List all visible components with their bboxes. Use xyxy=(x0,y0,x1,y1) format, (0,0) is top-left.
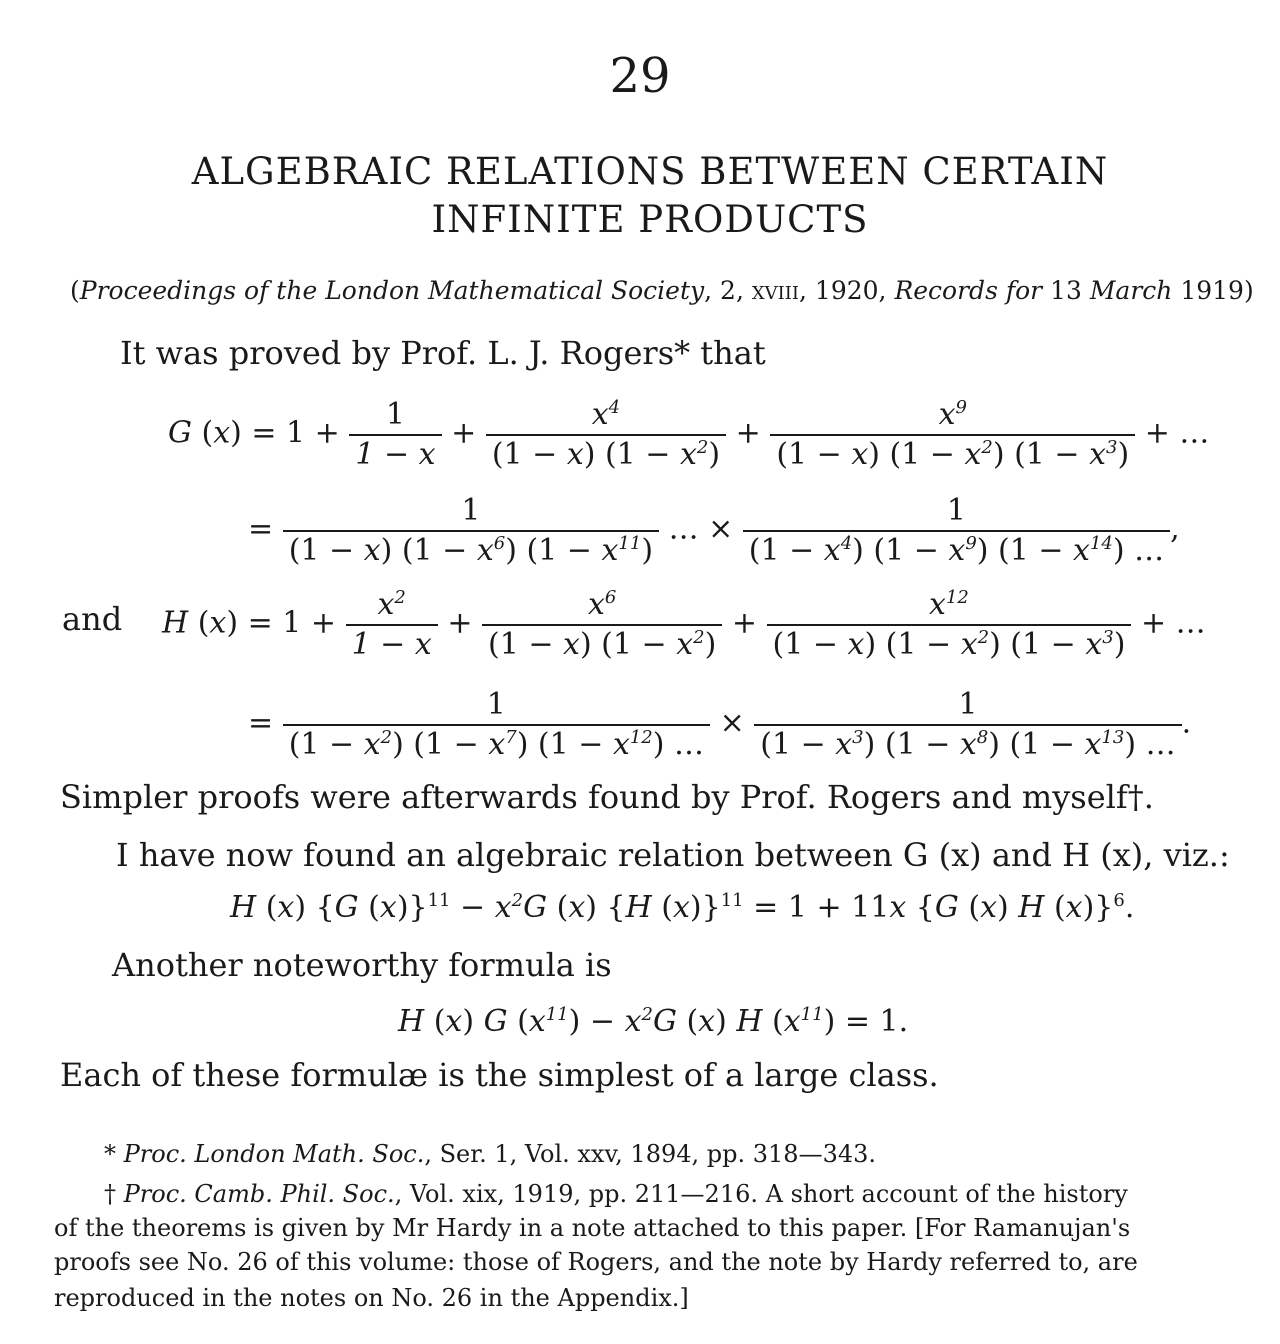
source-volume: xviii xyxy=(751,276,800,305)
source-citation xyxy=(70,276,1254,305)
source-open: ( xyxy=(70,276,80,305)
source-month: March xyxy=(1089,276,1173,305)
footnote-2-journal: Proc. Camb. Phil. Soc. xyxy=(123,1180,395,1208)
relation-intro-paragraph: I have now found an algebraic relation between G (x) and H (x), viz.: xyxy=(116,836,1230,874)
footnote-2-text: , Vol. xix, 1919, pp. 211—216. A short account of the history xyxy=(394,1180,1128,1208)
equation-algebraic-relation: H (x) {G $(x)\}^{11} - x^2G$ (x) {H (x)}$^{11}$ = 1 + 11x {G (x) H (x)}$^6$. xyxy=(230,890,1135,925)
footnote-2-line-2: of the theorems is given by Mr Hardy in a note attached to this paper. [For Ramanujan's xyxy=(54,1214,1131,1242)
equation-second-formula: H (x) G $(x^{11}) - x^2G$ (x) H $(x^{11}) = 1$. xyxy=(398,1004,909,1039)
footnote-1-journal: Proc. London Math. Soc. xyxy=(123,1140,425,1168)
closing-paragraph: Each of these formulæ is the simplest of a large class. xyxy=(60,1056,939,1094)
and-label: and xyxy=(62,600,123,638)
source-journal: Proceedings of the London Mathematical Society xyxy=(79,276,705,305)
source-records: Records for xyxy=(894,276,1043,305)
footnote-1 xyxy=(104,1140,876,1168)
footnote-2-line-4: reproduced in the notes on No. 26 in the Appendix.] xyxy=(54,1284,689,1312)
source-sep2: , 1920, xyxy=(799,276,895,305)
footnote-2-line-3: proofs see No. 26 of this volume: those of Rogers, and the note by Hardy referred to, are xyxy=(54,1248,1138,1276)
footnote-2-mark: † xyxy=(104,1180,124,1208)
equation-g-series: G (x) = 1 + $\frac{1}{1 - x}$ + $\frac{x^4}{(1 - x) (1 - x^2)}$ + $\frac{x^9}{(1 - x) (1 - x^2) (1 - x^3)}$ + … xyxy=(168,397,1210,472)
footnote-1-text: , Ser. 1, Vol. xxv, 1894, pp. 318—343. xyxy=(424,1140,876,1168)
title-line-2: INFINITE PRODUCTS xyxy=(431,198,869,241)
equation-h-product: = $\frac{1}{(1 - x^2) (1 - x^7) (1 - x^{12}) \dots}$ × $\frac{1}{(1 - x^3) (1 - x^8) (1 - x^{13}) \dots}$ . xyxy=(248,687,1192,762)
source-sep1: , 2, xyxy=(704,276,752,305)
title-line-1: ALGEBRAIC RELATIONS BETWEEN CERTAIN xyxy=(191,150,1109,193)
footnote-2 xyxy=(104,1180,1128,1208)
equation-h-series: H (x) = 1 + $\frac{x^2}{1 - x}$ + $\frac{x^6}{(1 - x) (1 - x^2)}$ + $\frac{x^{12}}{(1 - x) (1 - x^2) (1 - x^3)}$ + … xyxy=(162,587,1206,662)
intro-paragraph: It was proved by Prof. L. J. Rogers* that xyxy=(120,334,766,372)
equation-g-product: = $\frac{1}{(1 - x) (1 - x^6) (1 - x^{11})}$ … × $\frac{1}{(1 - x^4) (1 - x^9) (1 - x^{14}) \dots}$ , xyxy=(248,493,1180,568)
simpler-proofs-paragraph: Simpler proofs were afterwards found by Prof. Rogers and myself†. xyxy=(60,778,1154,816)
source-day: 13 xyxy=(1042,276,1090,305)
another-formula-paragraph: Another noteworthy formula is xyxy=(112,946,612,984)
footnote-1-mark: * xyxy=(104,1140,124,1168)
source-year: 1919) xyxy=(1172,276,1254,305)
page-number: 29 xyxy=(609,48,671,104)
